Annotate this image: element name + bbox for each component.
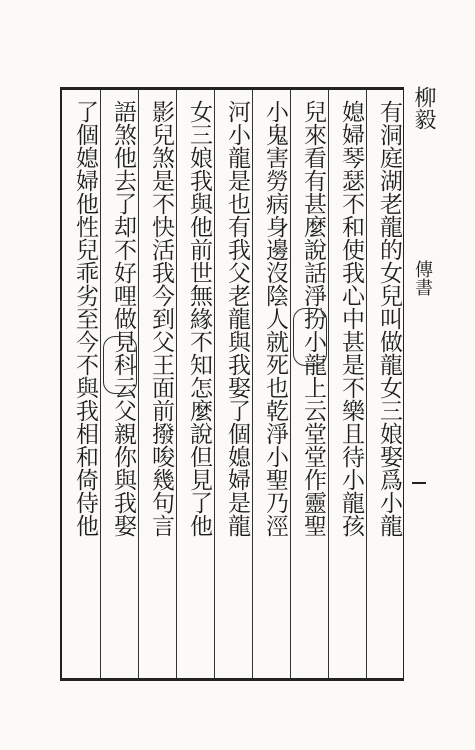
stage-direction-bracket (293, 308, 327, 366)
column-divider (252, 90, 253, 678)
column-text: 女三娘我與他前世無緣不知怎麼說但見了他 (186, 100, 212, 537)
text-column-5 (216, 100, 250, 670)
column-text: 語煞他去了却不好哩做見科云父親你與我娶 (110, 100, 136, 537)
column-text: 了個媳婦他性兒乖劣至今不與我相和倚侍他 (72, 100, 98, 537)
column-divider (328, 90, 329, 678)
text-column-4 (254, 100, 288, 670)
text-column-7 (140, 100, 174, 670)
column-text: 有洞庭湖老龍的女兒叫做龍女三娘娶爲小龍 (376, 100, 402, 537)
column-text: 河小龍是也有我父老龍與我娶了個媳婦是龍 (224, 100, 250, 537)
margin-mark (412, 482, 426, 484)
section-label: 傳書 (412, 260, 433, 296)
text-column-2 (330, 100, 364, 670)
column-text: 小鬼害勞病身邊沒陰人就死也乾淨小聖乃涇 (262, 100, 288, 537)
text-column-6 (178, 100, 212, 670)
text-column-3 (292, 100, 326, 670)
column-divider (290, 90, 291, 678)
column-divider (214, 90, 215, 678)
column-text: 兒來看有甚麼說話淨扮小龍上云堂堂作靈聖 (300, 100, 326, 537)
margin-header (408, 86, 438, 506)
column-text: 媳婦琴瑟不和使我心中甚是不樂且待小龍孩 (338, 100, 364, 537)
column-text: 影兒煞是不快活我今到父王面前撥唆幾句言 (148, 100, 174, 537)
column-divider (366, 90, 367, 678)
header-title: 柳毅 (411, 86, 436, 130)
column-divider (100, 90, 101, 678)
text-column-9 (64, 100, 98, 670)
column-divider (138, 90, 139, 678)
stage-direction-bracket (103, 336, 137, 394)
text-column-1 (368, 100, 402, 670)
column-divider (176, 90, 177, 678)
